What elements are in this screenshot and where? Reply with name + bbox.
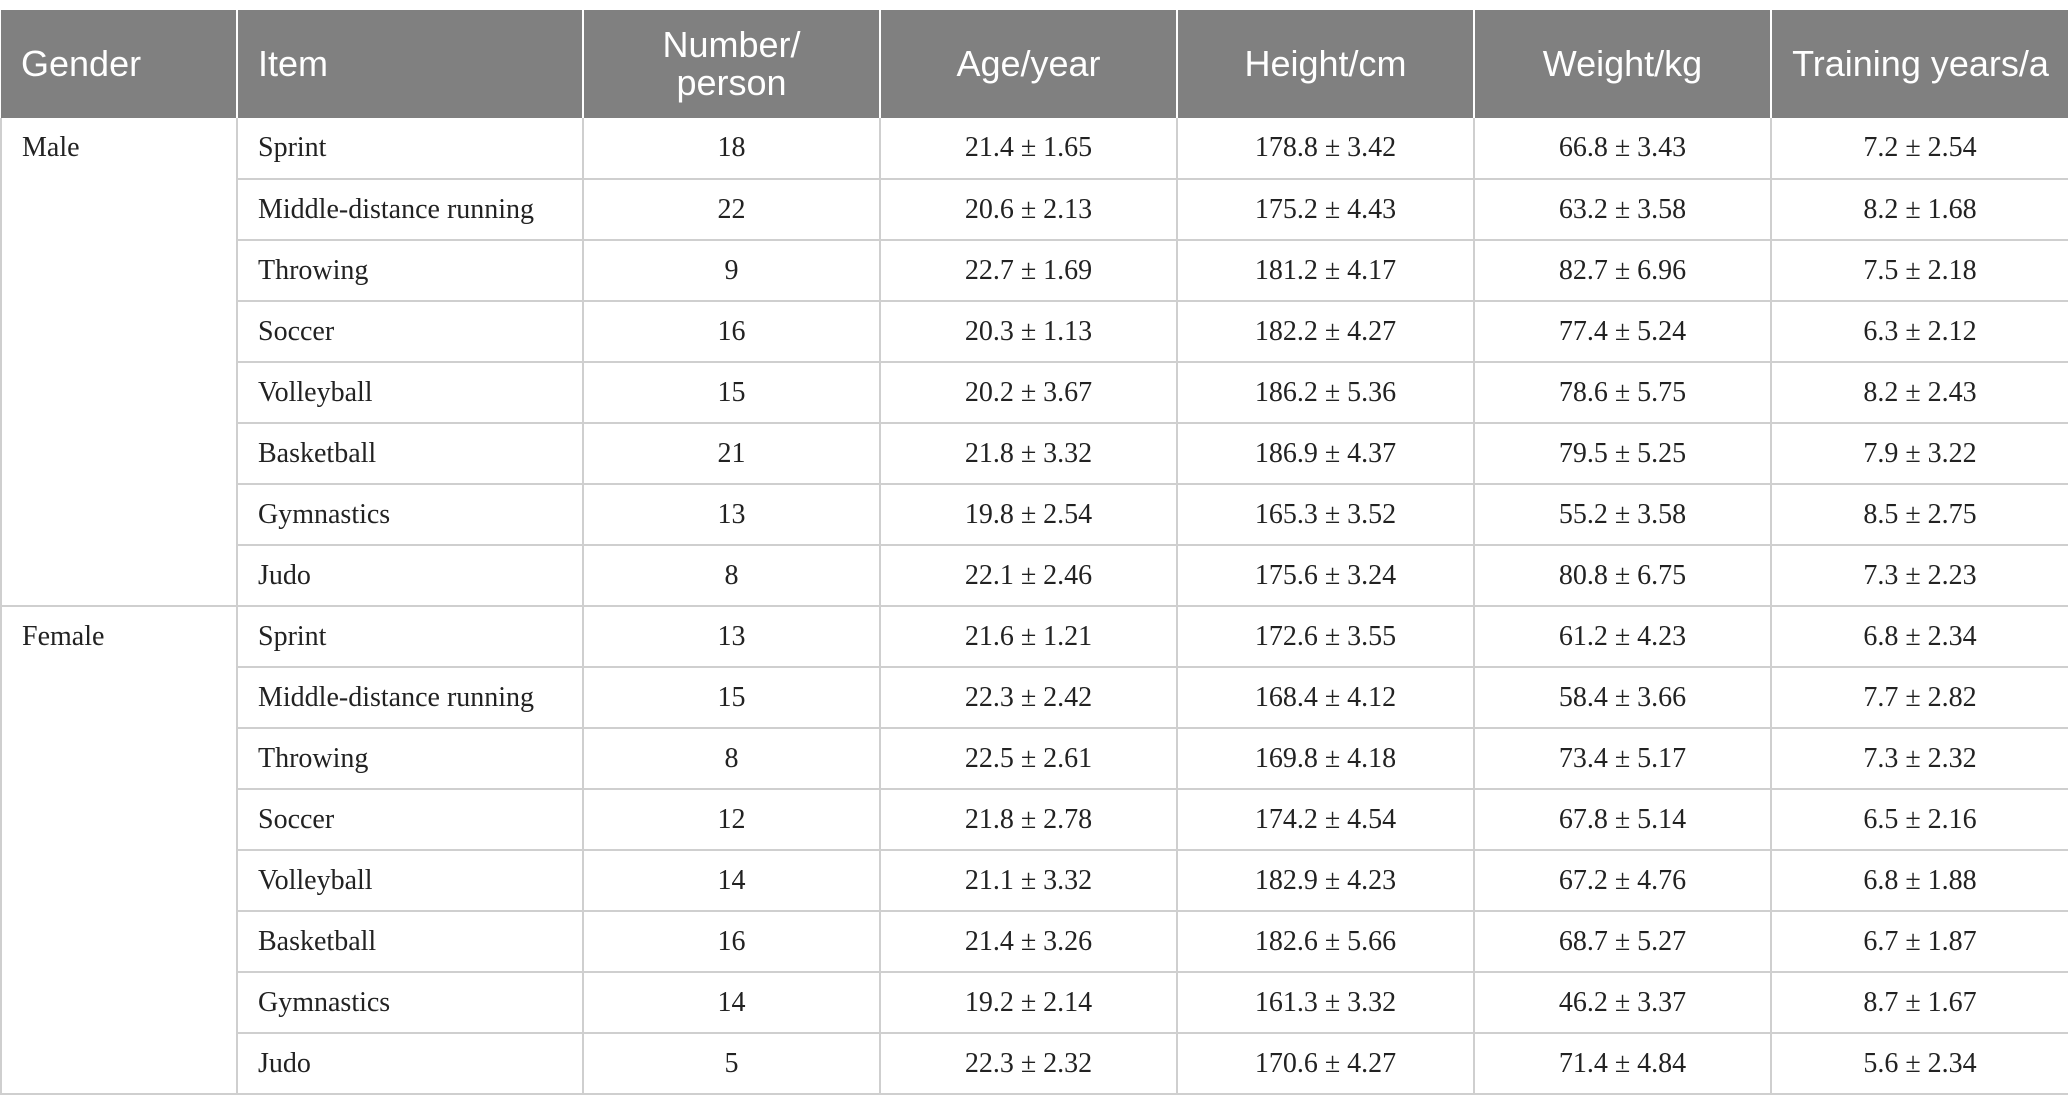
table-row (1, 301, 2068, 362)
table-row (1, 179, 2068, 240)
age-cell: 22.5 ± 2.61 (880, 728, 1177, 789)
weight-cell: 68.7 ± 5.27 (1474, 911, 1771, 972)
weight-cell: 71.4 ± 4.84 (1474, 1033, 1771, 1094)
gender-cell: Female (1, 606, 237, 1094)
header-number: Number/ person (583, 10, 880, 118)
weight-cell: 79.5 ± 5.25 (1474, 423, 1771, 484)
item-cell: Middle-distance running (237, 667, 583, 728)
item-cell: Gymnastics (237, 972, 583, 1033)
training-cell: 6.5 ± 2.16 (1771, 789, 2068, 850)
item-cell: Soccer (237, 789, 583, 850)
training-cell: 8.7 ± 1.67 (1771, 972, 2068, 1033)
height-cell: 161.3 ± 3.32 (1177, 972, 1474, 1033)
item-cell: Middle-distance running (237, 179, 583, 240)
number-cell: 5 (583, 1033, 880, 1094)
item-cell: Gymnastics (237, 484, 583, 545)
age-cell: 19.2 ± 2.14 (880, 972, 1177, 1033)
item-cell: Sprint (237, 606, 583, 667)
gender-cell: Male (1, 118, 237, 606)
item-cell: Judo (237, 545, 583, 606)
table-row (1, 1033, 2068, 1094)
age-cell: 22.1 ± 2.46 (880, 545, 1177, 606)
item-cell: Basketball (237, 423, 583, 484)
training-cell: 7.5 ± 2.18 (1771, 240, 2068, 301)
number-cell: 18 (583, 118, 880, 179)
training-cell: 6.8 ± 2.34 (1771, 606, 2068, 667)
weight-cell: 67.2 ± 4.76 (1474, 850, 1771, 911)
height-cell: 186.9 ± 4.37 (1177, 423, 1474, 484)
training-cell: 8.5 ± 2.75 (1771, 484, 2068, 545)
weight-cell: 66.8 ± 3.43 (1474, 118, 1771, 179)
item-cell: Judo (237, 1033, 583, 1094)
training-cell: 8.2 ± 2.43 (1771, 362, 2068, 423)
athlete-data-table (0, 10, 2068, 1095)
age-cell: 21.8 ± 2.78 (880, 789, 1177, 850)
number-cell: 16 (583, 911, 880, 972)
table-header (1, 10, 2068, 118)
table-row (1, 484, 2068, 545)
age-cell: 22.3 ± 2.42 (880, 667, 1177, 728)
height-cell: 182.2 ± 4.27 (1177, 301, 1474, 362)
table-row (1, 789, 2068, 850)
training-cell: 6.8 ± 1.88 (1771, 850, 2068, 911)
number-cell: 13 (583, 606, 880, 667)
weight-cell: 80.8 ± 6.75 (1474, 545, 1771, 606)
number-cell: 14 (583, 972, 880, 1033)
weight-cell: 73.4 ± 5.17 (1474, 728, 1771, 789)
table-row (1, 362, 2068, 423)
table-row (1, 972, 2068, 1033)
age-cell: 19.8 ± 2.54 (880, 484, 1177, 545)
age-cell: 21.4 ± 1.65 (880, 118, 1177, 179)
height-cell: 182.9 ± 4.23 (1177, 850, 1474, 911)
height-cell: 182.6 ± 5.66 (1177, 911, 1474, 972)
item-cell: Throwing (237, 728, 583, 789)
header-age: Age/year (880, 10, 1177, 118)
weight-cell: 82.7 ± 6.96 (1474, 240, 1771, 301)
weight-cell: 63.2 ± 3.58 (1474, 179, 1771, 240)
number-cell: 14 (583, 850, 880, 911)
age-cell: 21.4 ± 3.26 (880, 911, 1177, 972)
table-row (1, 911, 2068, 972)
table-body (1, 118, 2068, 1094)
height-cell: 175.6 ± 3.24 (1177, 545, 1474, 606)
number-cell: 8 (583, 545, 880, 606)
weight-cell: 55.2 ± 3.58 (1474, 484, 1771, 545)
table-row (1, 118, 2068, 179)
number-cell: 8 (583, 728, 880, 789)
height-cell: 165.3 ± 3.52 (1177, 484, 1474, 545)
height-cell: 186.2 ± 5.36 (1177, 362, 1474, 423)
height-cell: 175.2 ± 4.43 (1177, 179, 1474, 240)
age-cell: 22.7 ± 1.69 (880, 240, 1177, 301)
weight-cell: 61.2 ± 4.23 (1474, 606, 1771, 667)
item-cell: Throwing (237, 240, 583, 301)
height-cell: 181.2 ± 4.17 (1177, 240, 1474, 301)
item-cell: Sprint (237, 118, 583, 179)
age-cell: 20.2 ± 3.67 (880, 362, 1177, 423)
training-cell: 7.9 ± 3.22 (1771, 423, 2068, 484)
age-cell: 20.6 ± 2.13 (880, 179, 1177, 240)
training-cell: 8.2 ± 1.68 (1771, 179, 2068, 240)
height-cell: 178.8 ± 3.42 (1177, 118, 1474, 179)
number-cell: 22 (583, 179, 880, 240)
height-cell: 172.6 ± 3.55 (1177, 606, 1474, 667)
weight-cell: 67.8 ± 5.14 (1474, 789, 1771, 850)
training-cell: 5.6 ± 2.34 (1771, 1033, 2068, 1094)
height-cell: 168.4 ± 4.12 (1177, 667, 1474, 728)
number-cell: 15 (583, 667, 880, 728)
age-cell: 22.3 ± 2.32 (880, 1033, 1177, 1094)
table-row (1, 423, 2068, 484)
training-cell: 7.2 ± 2.54 (1771, 118, 2068, 179)
data-table-container (0, 10, 2068, 1095)
item-cell: Volleyball (237, 362, 583, 423)
table-row (1, 606, 2068, 667)
training-cell: 6.7 ± 1.87 (1771, 911, 2068, 972)
item-cell: Soccer (237, 301, 583, 362)
training-cell: 7.7 ± 2.82 (1771, 667, 2068, 728)
weight-cell: 77.4 ± 5.24 (1474, 301, 1771, 362)
height-cell: 174.2 ± 4.54 (1177, 789, 1474, 850)
number-cell: 15 (583, 362, 880, 423)
training-cell: 7.3 ± 2.23 (1771, 545, 2068, 606)
table-row (1, 240, 2068, 301)
table-row (1, 545, 2068, 606)
number-cell: 9 (583, 240, 880, 301)
age-cell: 21.8 ± 3.32 (880, 423, 1177, 484)
header-training: Training years/a (1771, 10, 2068, 118)
number-cell: 13 (583, 484, 880, 545)
training-cell: 6.3 ± 2.12 (1771, 301, 2068, 362)
item-cell: Volleyball (237, 850, 583, 911)
header-height: Height/cm (1177, 10, 1474, 118)
weight-cell: 58.4 ± 3.66 (1474, 667, 1771, 728)
weight-cell: 46.2 ± 3.37 (1474, 972, 1771, 1033)
age-cell: 21.6 ± 1.21 (880, 606, 1177, 667)
table-row (1, 850, 2068, 911)
header-row (1, 10, 2068, 118)
height-cell: 170.6 ± 4.27 (1177, 1033, 1474, 1094)
training-cell: 7.3 ± 2.32 (1771, 728, 2068, 789)
header-item: Item (237, 10, 583, 118)
header-weight: Weight/kg (1474, 10, 1771, 118)
age-cell: 21.1 ± 3.32 (880, 850, 1177, 911)
height-cell: 169.8 ± 4.18 (1177, 728, 1474, 789)
number-cell: 21 (583, 423, 880, 484)
table-row (1, 667, 2068, 728)
number-cell: 12 (583, 789, 880, 850)
header-gender: Gender (1, 10, 237, 118)
age-cell: 20.3 ± 1.13 (880, 301, 1177, 362)
item-cell: Basketball (237, 911, 583, 972)
weight-cell: 78.6 ± 5.75 (1474, 362, 1771, 423)
number-cell: 16 (583, 301, 880, 362)
table-row (1, 728, 2068, 789)
